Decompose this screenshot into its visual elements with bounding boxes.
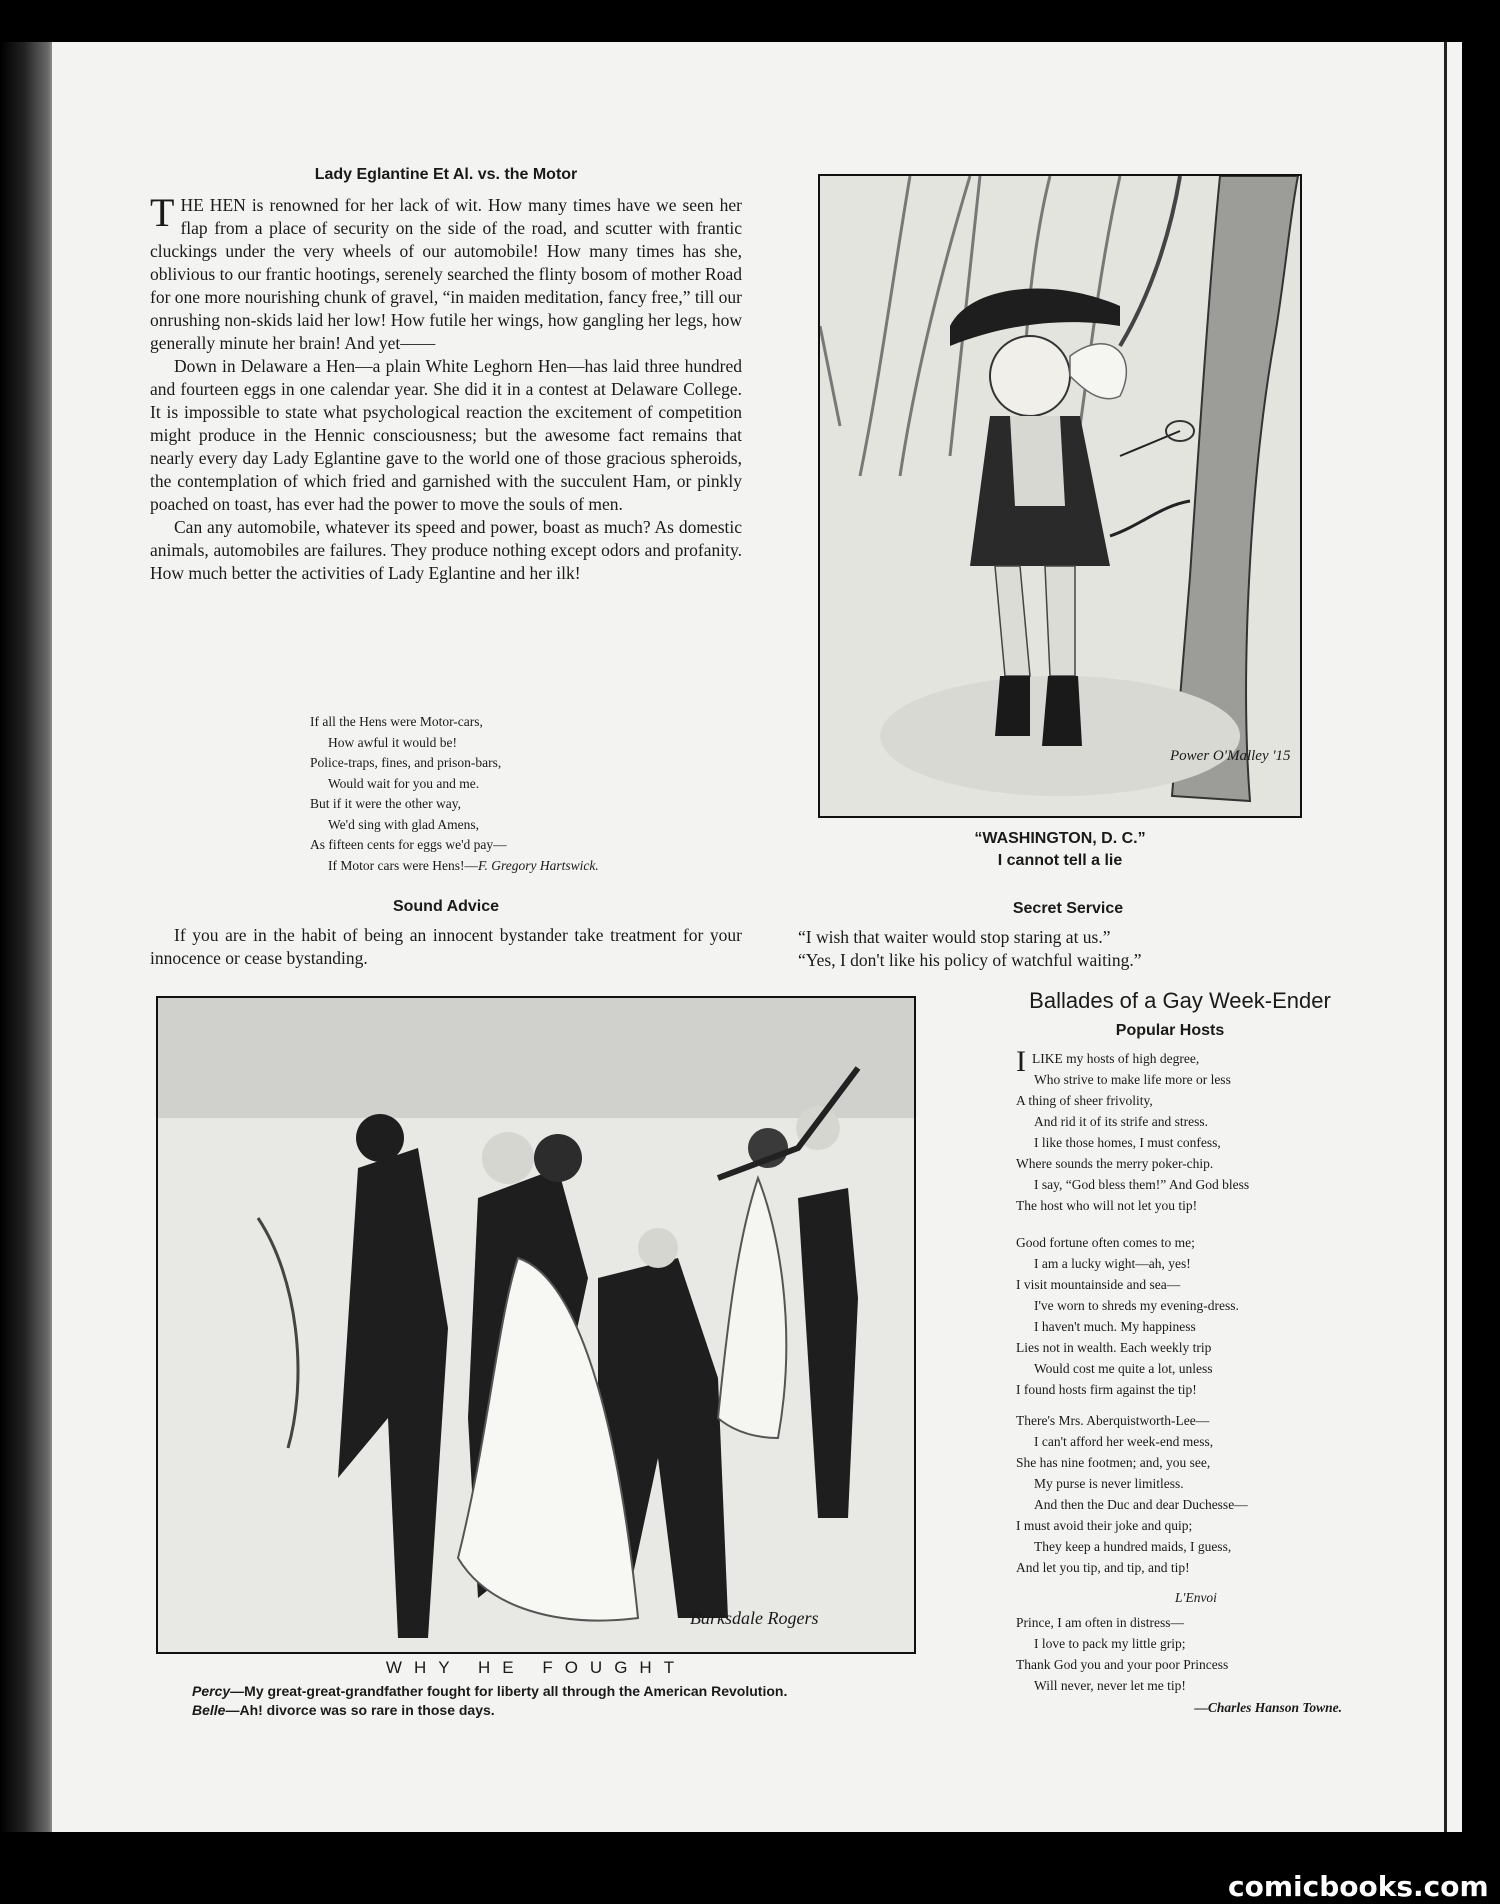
ballade-line: I can't afford her week-end mess,	[1034, 1434, 1214, 1449]
belle-text: —Ah! divorce was so rare in those days.	[225, 1702, 495, 1718]
ballade-line: I haven't much. My happiness	[1034, 1319, 1196, 1334]
ballade-line: A thing of sheer frivolity,	[1016, 1093, 1153, 1108]
article-body-secret-service	[798, 926, 1338, 972]
ballade-line: I like those homes, I must confess,	[1034, 1135, 1221, 1150]
ballade-line: I found hosts firm against the tip!	[1016, 1382, 1197, 1397]
article-title-lady-eglantine: Lady Eglantine Et Al. vs. the Motor	[314, 166, 578, 183]
illustration-signature-dance: Barksdale Rogers	[690, 1608, 819, 1628]
ballade-envoi	[1016, 1612, 1376, 1696]
ballade-drop-cap: I	[1016, 1045, 1026, 1078]
verse-line: But if it were the other way,	[310, 796, 461, 811]
ballade-line	[1016, 1045, 1376, 1078]
illustration-washington	[818, 174, 1302, 818]
ballade-line: Will never, never let me tip!	[1034, 1678, 1186, 1693]
ballade-line: I must avoid their joke and quip;	[1016, 1518, 1193, 1533]
dance-line-percy	[192, 1682, 952, 1701]
book-spine	[0, 42, 60, 1832]
ballade-line: She has nine footmen; and, you see,	[1016, 1455, 1211, 1470]
verse-line: We'd sing with glad Amens,	[328, 816, 479, 832]
envoi-title: L'Envoi	[1175, 1590, 1217, 1605]
ballade-text: LIKE my hosts of high degree,	[1032, 1051, 1200, 1066]
ballade-line: The host who will not let you tip!	[1016, 1198, 1198, 1213]
verse-line: As fifteen cents for eggs we'd pay—	[310, 837, 507, 852]
ballade-line: And then the Duc and dear Duchesse—	[1034, 1497, 1248, 1512]
secret-service-line-2: “Yes, I don't like his policy of watchful waiting.”	[798, 950, 1142, 970]
ballade-line: I say, “God bless them!” And God bless	[1034, 1177, 1250, 1192]
article-title-sound-advice: Sound Advice	[392, 898, 500, 915]
washington-caption-subtitle: I cannot tell a lie	[997, 852, 1123, 869]
verse-last-line: If Motor cars were Hens!—	[328, 857, 478, 873]
verse-line	[310, 856, 750, 877]
ballade-line: Good fortune often comes to me;	[1016, 1235, 1195, 1250]
ballade-line: Where sounds the merry poker-chip.	[1016, 1156, 1214, 1171]
ballade-line: I love to pack my little grip;	[1034, 1636, 1186, 1651]
verse-line: Would wait for you and me.	[328, 775, 480, 791]
paragraph-2: Down in Delaware a Hen—a plain White Leghorn Hen—has laid three hundred and fourteen eggs in one calendar year. She did it in a contest at Delaware College. It is impossible to state what psychological reaction the excitement of competition might produce in the Hennic consciousness; but the awesome fact remains that nearly every day Lady Eglantine gave to the world one of those gracious spheroids, the contemplation of which fried and garnished with the succulent Ham, or pinkly poached on toast, has ever had the power to move the souls of men.	[150, 356, 742, 514]
ballades-subtitle: Popular Hosts	[1115, 1022, 1225, 1039]
ballade-line: They keep a hundred maids, I guess,	[1034, 1539, 1232, 1554]
ballade-stanza-1	[1016, 1045, 1376, 1216]
ballade-stanza-2	[1016, 1232, 1376, 1400]
verse-line: How awful it would be!	[328, 734, 457, 750]
ballades-title: Ballades of a Gay Week-Ender	[1029, 988, 1331, 1013]
washington-caption-title: “WASHINGTON, D. C.”	[974, 830, 1146, 847]
ballade-line: I am a lucky wight—ah, yes!	[1034, 1256, 1191, 1271]
ballades-author: —Charles Hanson Towne.	[1194, 1700, 1342, 1715]
article-body-sound-advice	[150, 924, 742, 970]
ballade-line: Who strive to make life more or less	[1034, 1072, 1231, 1087]
dance-line-belle	[192, 1701, 952, 1720]
illustration-dance	[156, 996, 916, 1654]
ballade-line: I've worn to shreds my evening-dress.	[1034, 1298, 1239, 1313]
ballade-line: I visit mountainside and sea—	[1016, 1277, 1181, 1292]
secret-service-line-1: “I wish that waiter would stop staring at us.”	[798, 927, 1111, 947]
washington-caption	[818, 828, 1302, 872]
dance-drawing	[158, 998, 914, 1652]
ballade-line: And let you tip, and tip, and tip!	[1016, 1560, 1190, 1575]
speaker-percy: Percy	[192, 1683, 231, 1699]
drop-cap: T	[150, 190, 175, 235]
verse-author: F. Gregory Hartswick.	[477, 857, 599, 873]
illustration-signature-washington: Power O'Malley '15	[1170, 748, 1291, 764]
ballade-line: Would cost me quite a lot, unless	[1034, 1361, 1213, 1376]
ballade-line: Prince, I am often in distress—	[1016, 1615, 1184, 1630]
page-edge	[1444, 42, 1447, 1832]
washington-drawing	[820, 176, 1300, 816]
ballade-line: Thank God you and your poor Princess	[1016, 1657, 1229, 1672]
ballade-line: My purse is never limitless.	[1034, 1476, 1184, 1491]
site-watermark: comicbooks.com	[1228, 1870, 1489, 1903]
article-body-lady-eglantine	[150, 190, 742, 585]
ballade-line: There's Mrs. Aberquistworth-Lee—	[1016, 1413, 1210, 1428]
ballade-line: Lies not in wealth. Each weekly trip	[1016, 1340, 1212, 1355]
ballade-stanza-3	[1016, 1410, 1376, 1578]
ballade-line: And rid it of its strife and stress.	[1034, 1114, 1208, 1129]
dance-caption-title: WHY HE FOUGHT	[385, 1658, 687, 1677]
paragraph-1: HE HEN is renowned for her lack of wit. How many times have we seen her flap from a place of security on the side of the road, and scutter with frantic cluckings under the very wheels of our automobile! How many times has she, oblivious to our frantic hootings, serenely searched the flinty bosom of mother Road for one more nourishing chunk of gravel, “in maiden meditation, fancy free,” till our onrushing non-skids laid her low! How futile her wings, how gangling her legs, how generally minute her brain! And yet——	[150, 195, 742, 353]
hen-verse	[310, 712, 750, 876]
sound-advice-text: If you are in the habit of being an innocent bystander take treatment for your innocence or cease bystanding.	[150, 925, 742, 968]
verse-line: If all the Hens were Motor-cars,	[310, 714, 483, 729]
dance-dialogue	[192, 1682, 952, 1720]
percy-text: —My great-great-grandfather fought for liberty all through the American Revolution.	[230, 1683, 788, 1699]
speaker-belle: Belle	[192, 1702, 226, 1718]
paragraph-3: Can any automobile, whatever its speed and power, boast as much? As domestic animals, automobiles are failures. They produce nothing except odors and profanity. How much better the activities of Lady Eglantine and her ilk!	[150, 517, 742, 583]
article-title-secret-service: Secret Service	[1012, 900, 1124, 917]
verse-line: Police-traps, fines, and prison-bars,	[310, 755, 502, 770]
